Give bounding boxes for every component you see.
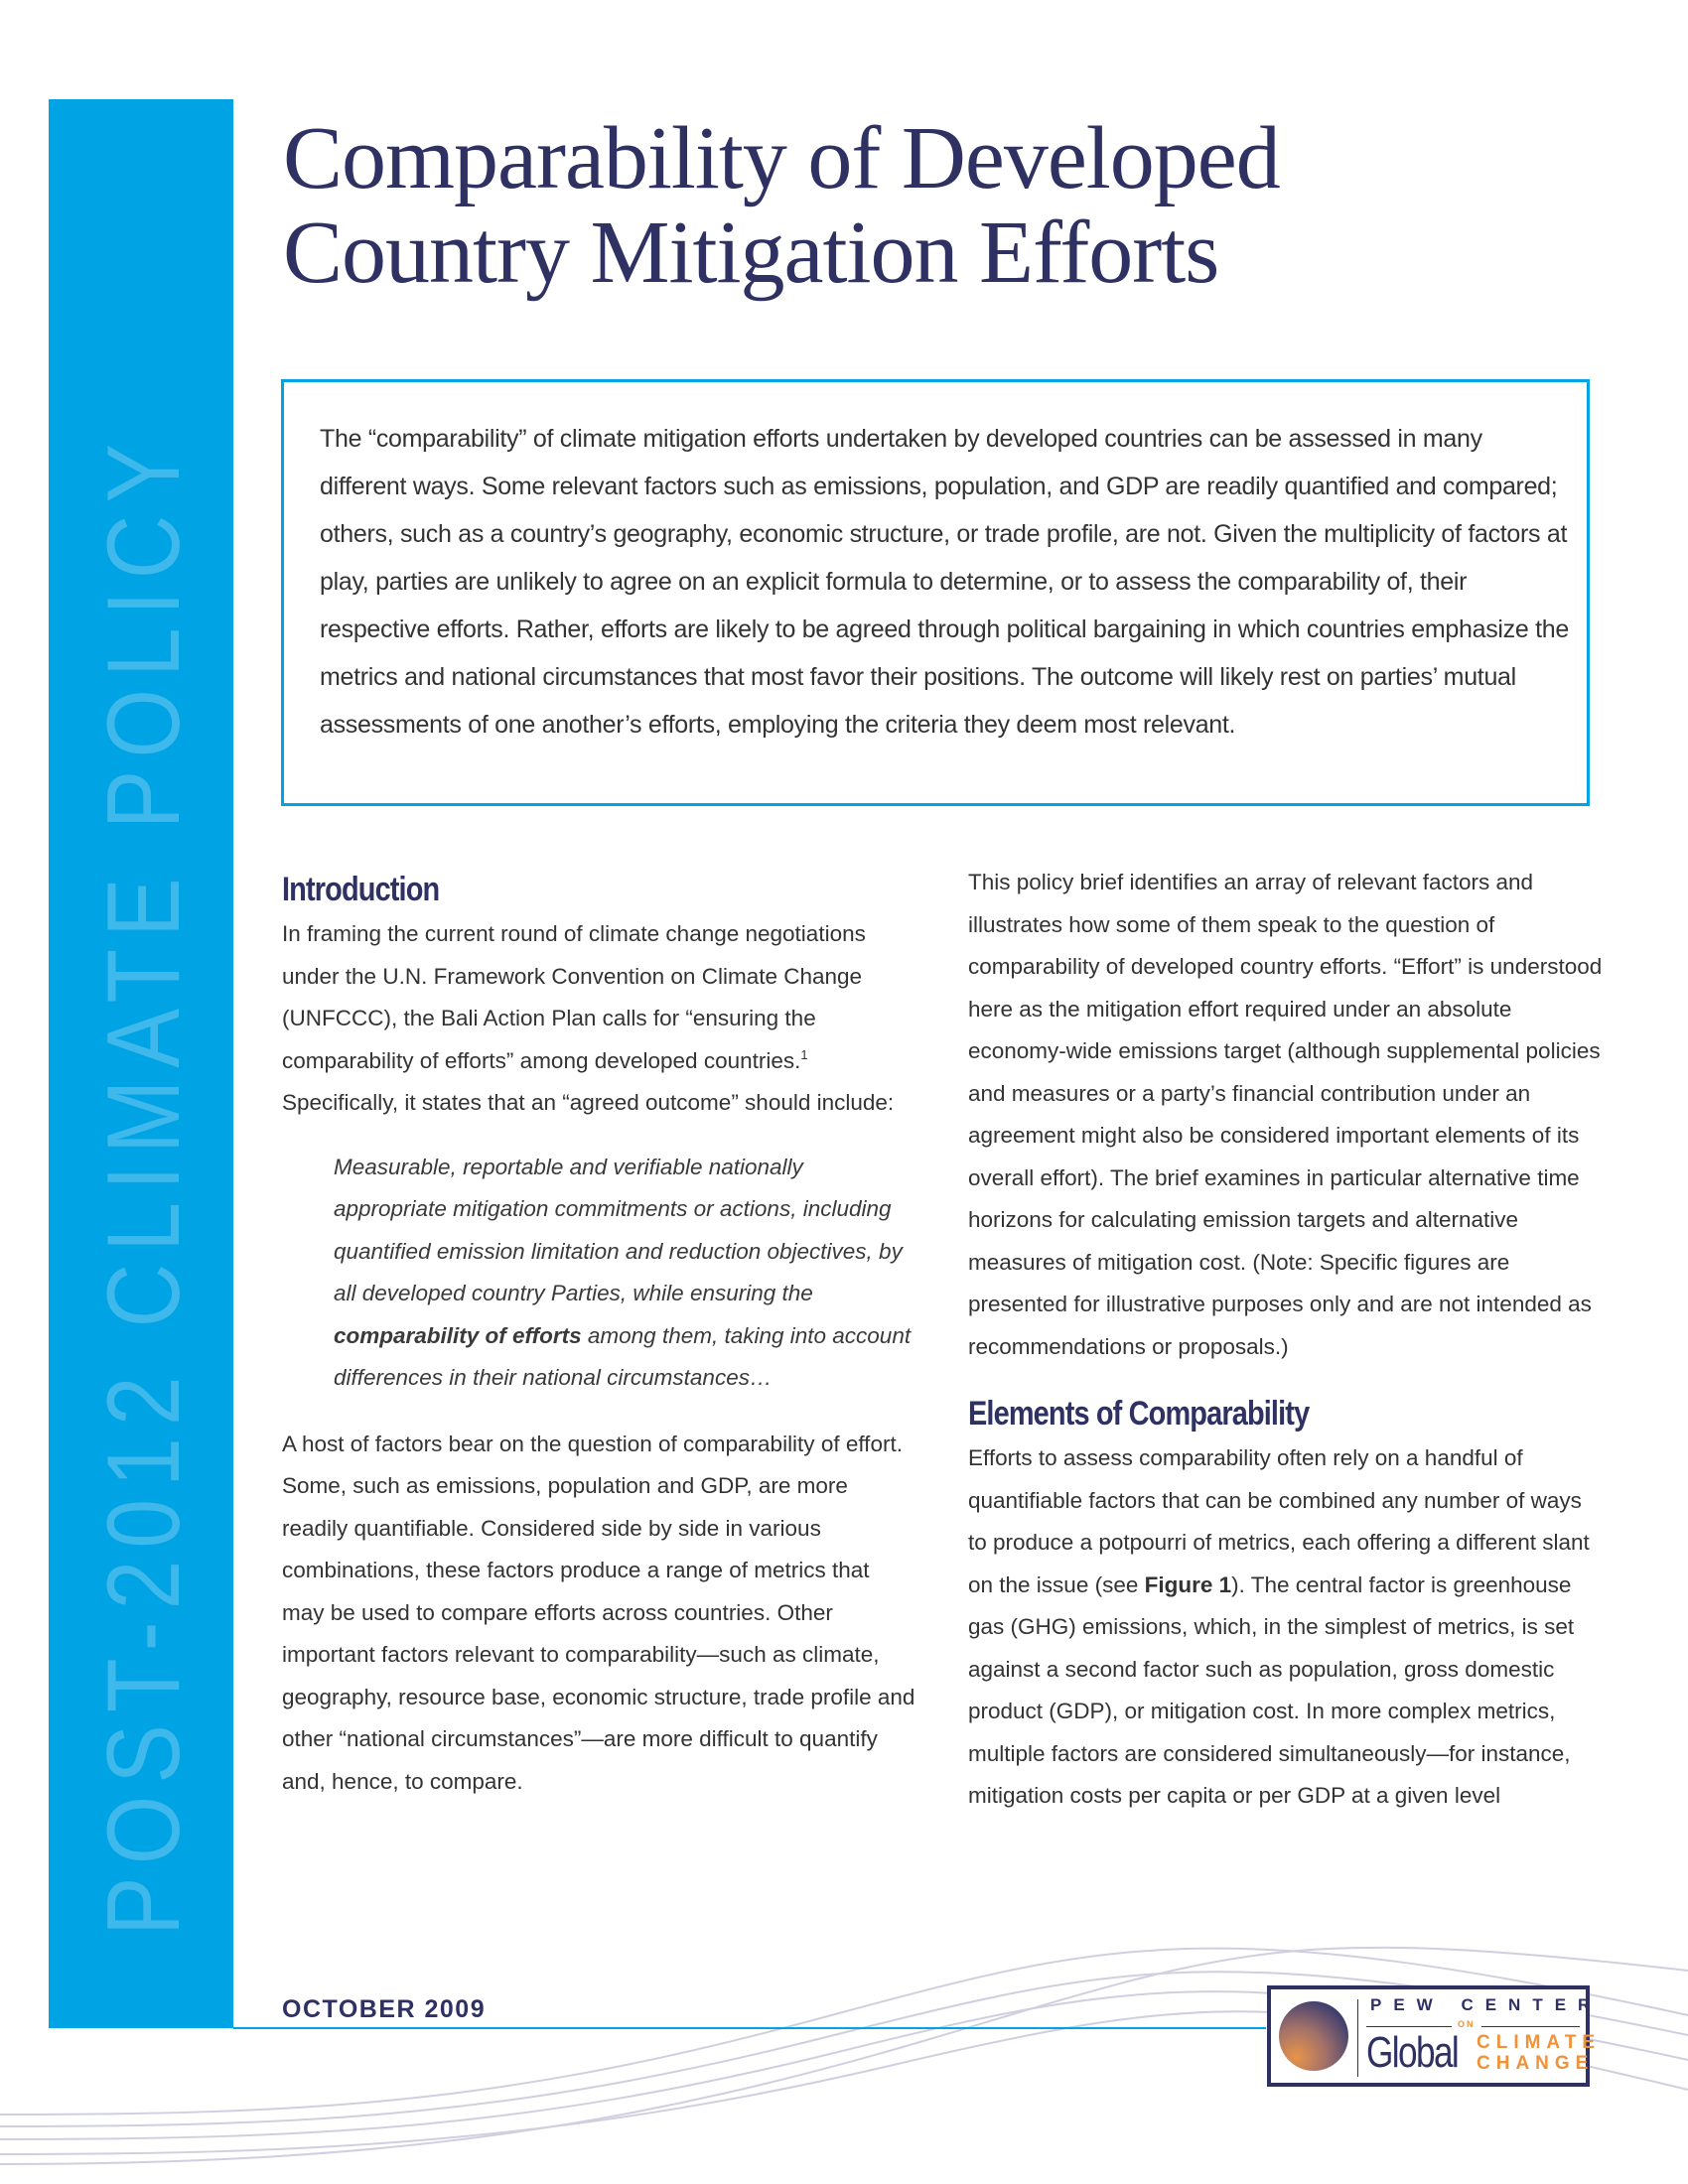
logo-global-text: Global bbox=[1366, 2028, 1459, 2077]
publication-date: OCTOBER 2009 bbox=[282, 1995, 487, 2023]
introduction-heading: Introduction bbox=[282, 871, 440, 908]
logo-on-text: ON bbox=[1452, 2019, 1481, 2029]
elements-paragraph bbox=[968, 1437, 1604, 1818]
elements-heading: Elements of Comparability bbox=[968, 1395, 1310, 1433]
logo-climate-word: CLIMATE bbox=[1477, 2032, 1602, 2053]
logo-pew-center-text: PEW CENTER bbox=[1370, 1995, 1603, 2014]
logo-climate-change-text bbox=[1477, 2032, 1601, 2074]
quote-text-a: Measurable, reportable and verifiable nationally appropriate mitigation commitments or actions, including quantified emission limitation and reduction objectives, by all developed country Parties, while ensuring the bbox=[334, 1154, 903, 1305]
right-column bbox=[968, 862, 1604, 1818]
logo-change-word: CHANGE bbox=[1477, 2053, 1595, 2074]
introduction-paragraph-1 bbox=[282, 913, 917, 1125]
intro-text-a: In framing the current round of climate change negotiations under the U.N. Framework Convention on Climate Change (UNFCCC), the Bali Action Plan calls for “ensuring the comparability of efforts” among developed countries. bbox=[282, 921, 866, 1073]
page-title bbox=[283, 111, 1574, 300]
globe-icon bbox=[1279, 2001, 1348, 2071]
footer-rule bbox=[233, 2027, 1266, 2029]
quote-emphasis: comparability of efforts bbox=[334, 1322, 582, 1348]
footnote-ref-1[interactable]: 1 bbox=[800, 1046, 808, 1062]
series-label: POST-2012 CLIMATE POLICY bbox=[86, 431, 202, 1936]
quote-text-b: among them, taking into account differences in their national circumstances… bbox=[334, 1322, 912, 1390]
abstract-text: The “comparability” of climate mitigation efforts undertaken by developed countries can be assessed in many different ways. Some relevant factors such as emissions, population, and GDP are readily quantified and compared; others, such as a country’s geography, economic structure, or trade profile, are not. Given the multiplicity of factors at play, parties are unlikely to agree on an explicit formula to determine, or to assess the comparability of, their respective efforts. Rather, efforts are likely to be agreed through political bargaining in which countries emphasize the metrics and national circumstances that most favor their positions. The outcome will likely rest on parties’ mutual assessments of one another’s efforts, employing the criteria they deem most relevant. bbox=[320, 425, 1569, 739]
intro-text-b: Specifically, it states that an “agreed outcome” should include: bbox=[282, 1090, 895, 1115]
abstract-box bbox=[281, 379, 1590, 806]
policy-brief-paragraph: This policy brief identifies an array of relevant factors and illustrates how some of them speak to the question of comparability of developed country efforts. “Effort” is understood here as the mitigation effort required under an absolute economy-wide emissions target (although supplemental policies and measures or a party’s financial contribution under an agreement might also be considered important elements of its overall effort). The brief examines in particular alternative time horizons for calculating emission targets and alternative measures of mitigation cost. (Note: Specific figures are presented for illustrative purposes only and are not intended as recommendations or proposals.) bbox=[968, 870, 1603, 1359]
pew-center-logo bbox=[1267, 1985, 1603, 2087]
elements-text-a: Efforts to assess comparability often rely on a handful of quantifiable factors that can be combined any number of ways to produce a potpourri of metrics, each offering a different slant on the issue (see bbox=[968, 1445, 1590, 1597]
logo-divider bbox=[1357, 1999, 1358, 2077]
bali-action-plan-quote bbox=[282, 1147, 917, 1400]
left-column bbox=[282, 866, 917, 1803]
title-line-1: Comparability of Developed bbox=[283, 109, 1280, 207]
figure-1-reference[interactable]: Figure 1 bbox=[1144, 1571, 1232, 1597]
title-line-2: Country Mitigation Efforts bbox=[283, 204, 1219, 302]
elements-text-b: ). The central factor is greenhouse gas (GHG) emissions, which, in the simplest of metrics, is set against a second factor such as population, gross domestic product (GDP), or mitigation cost. In more complex metrics, multiple factors are considered simultaneously—for instance, mitigation costs per capita or per GDP at a given level bbox=[968, 1571, 1575, 1808]
introduction-paragraph-2: A host of factors bear on the question of comparability of effort. Some, such as emissions, population and GDP, are more readily quantifiable. Considered side by side in various combinations, these factors produce a range of metrics that may be used to compare efforts across countries. Other important factors relevant to comparability—such as climate, geography, resource base, economic structure, trade profile and other “national circumstances”—are more difficult to quantify and, hence, to compare. bbox=[282, 1431, 915, 1794]
